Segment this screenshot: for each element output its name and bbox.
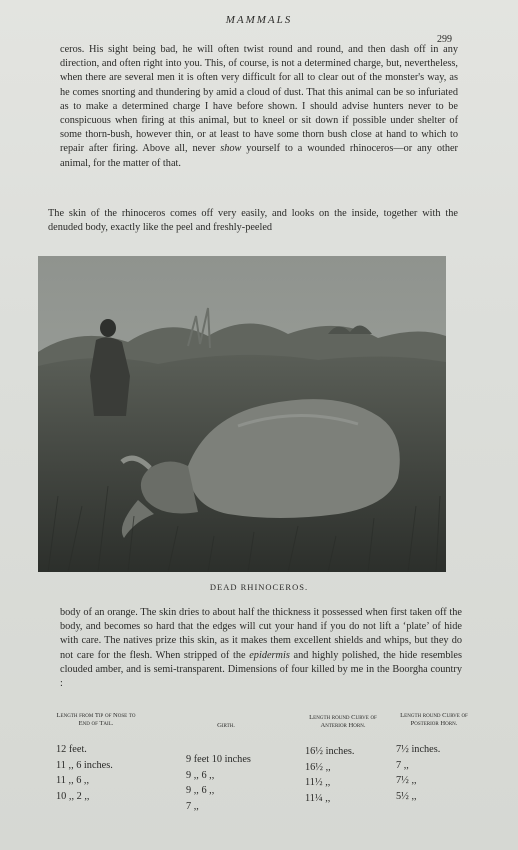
page-number: 299 xyxy=(437,34,452,45)
paragraph-1-text: ceros. His sight being bad, he will often twist round and round, and then dash off in any direction, and often right into you. This, of course, is not a determined charge, but, nevertheless, when there are several men it is often very difficult for all to clear out of the monster's way, as he comes snorting and thundering by amid a cloud of dust. That this animal can be so infuriated as to make a determined charge I have before shown. I should advise hunters never to be conspicuous when firing at this animal, but to kneel or sit down if possible under shelter of some thorn-bush, however thin, or at least to have some thorn bush close at hand to which to repair after firing. Above all, never xyxy=(60,44,458,155)
photo-illustration xyxy=(38,256,446,572)
anterior-horn-value: 11¼ ,, xyxy=(305,792,331,804)
header-posterior-horn: Length round Curve of Posterior Horn. xyxy=(400,712,468,727)
posterior-horn-value: 7 ,, xyxy=(396,759,409,771)
header-girth: Girth. xyxy=(217,722,235,729)
column-girth xyxy=(186,722,296,814)
paragraph-3-end: and highly polished, the hide resembles clouded amber, and is semi-transparent. Dimensions of four killed by me in the Boorgha country : xyxy=(60,649,462,690)
paragraph-3-text: body of an orange. The skin dries to about half the thickness it possessed when first taken off the body, and becomes so hard that the edges will cut your hand if you do not lift a ‘plate’ of hide with care. The natives prize this skin, as it makes them excellent shields and whips, but they do not care for the flesh. When stripped of the xyxy=(60,607,462,661)
girth-value: 9 ,, 6 ,, xyxy=(186,785,215,796)
girth-value: 7 ,, xyxy=(186,800,199,812)
girth-value: 9 ,, 6 ,, xyxy=(186,769,215,781)
girth-value: 9 feet 10 inches xyxy=(186,754,251,765)
column-length xyxy=(56,712,166,804)
anterior-horn-value: 16½ inches. xyxy=(305,746,355,757)
figure-caption: DEAD RHINOCEROS. xyxy=(209,582,309,592)
header-length: Length from Tip of Nose to End of Tail. xyxy=(56,712,136,727)
running-title: MAMMALS xyxy=(225,14,293,26)
header-anterior-horn: Length round Curve of Anterior Horn. xyxy=(309,714,377,729)
paragraph-1 xyxy=(60,43,458,171)
paragraph-1-end: yourself to a wounded rhinoceros—or any other animal, for the matter of that. xyxy=(60,143,458,169)
posterior-horn-value: 5½ ,, xyxy=(396,790,417,802)
anterior-horn-value: 11½ ,, xyxy=(305,777,331,788)
paragraph-3 xyxy=(60,606,462,691)
rhinoceros-photo xyxy=(38,256,446,572)
column-anterior-horn xyxy=(305,714,405,806)
paragraph-3-emphasis: epidermis xyxy=(249,649,290,661)
posterior-horn-value: 7½ inches. xyxy=(396,744,441,755)
length-value: 10 ,, 2 ,, xyxy=(56,790,90,802)
column-posterior-horn xyxy=(396,712,486,804)
length-value: 11 ,, 6 inches. xyxy=(56,759,113,771)
anterior-horn-value: 16½ ,, xyxy=(305,761,331,773)
length-value: 12 feet. xyxy=(56,744,87,755)
paragraph-1-emphasis: show xyxy=(220,143,242,155)
length-value: 11 ,, 6 ,, xyxy=(56,775,90,786)
posterior-horn-value: 7½ ,, xyxy=(396,775,417,786)
paragraph-2: The skin of the rhinoceros comes off very easily, and looks on the inside, together with the denuded body, exactly like the peel and freshly-peeled xyxy=(48,208,458,234)
